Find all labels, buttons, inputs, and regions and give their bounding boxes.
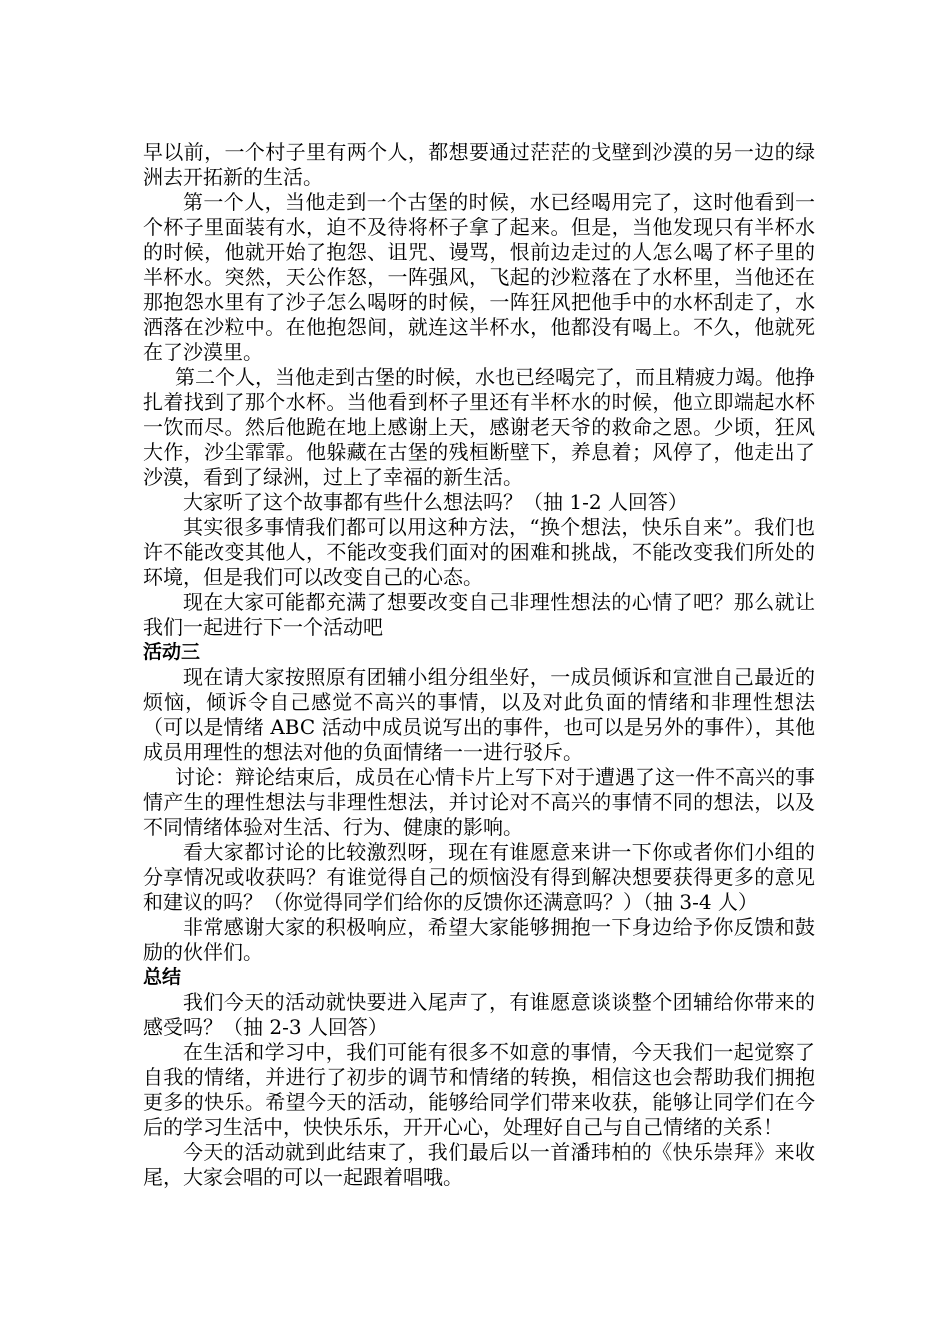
paragraph-intro: 早以前，一个村子里有两个人，都想要通过茫茫的戈壁到沙漠的另一边的绿洲去开拓新的生活。: [143, 140, 815, 189]
paragraph-next-activity: 现在大家可能都充满了想要改变自己非理性想法的心情了吧？那么就让我们一起进行下一个活动吧: [143, 590, 815, 639]
paragraph-closing: 今天的活动就到此结束了，我们最后以一首潘玮柏的《快乐崇拜》来收尾，大家会唱的可以一起跟着唱哦。: [143, 1140, 815, 1189]
paragraph-activity-instructions: 现在请大家按照原有团辅小组分组坐好，一成员倾诉和宣泄自己最近的烦恼，倾诉令自己感觉不高兴的事情，以及对此负面的情绪和非理性想法（可以是情绪 ABC 活动中成员说写出的事件，也可以是另外的事件），其他成员用理性的想法对他的负面情绪一一进行驳斥。: [143, 665, 815, 764]
section-heading-summary: 总结: [143, 966, 182, 988]
paragraph-summary-reflection: 在生活和学习中，我们可能有很多不如意的事情，今天我们一起觉察了自我的情绪，并进行了初步的调节和情绪的转换，相信这也会帮助我们拥抱更多的快乐。希望今天的活动，能够给同学们带来收获，能够让同学们在今后的学习生活中，快快乐乐，开开心心，处理好自己与自己情绪的关系！: [143, 1040, 815, 1139]
document-body: [143, 140, 815, 1190]
paragraph-second-person: 第二个人，当他走到古堡的时候，水也已经喝完了，而且精疲力竭。他挣扎着找到了那个水杯。当他看到杯子里还有半杯水的时候，他立即端起水杯一饮而尽。然后他跪在地上感谢上天，感谢老天爷的救命之恩。少顷，狂风大作，沙尘霏霏。他躲藏在古堡的残桓断壁下，养息着；风停了，他走出了沙漠，看到了绿洲，过上了幸福的新生活。: [143, 365, 815, 489]
paragraph-change-mindset: 其实很多事情我们都可以用这种方法，“换个想法，快乐自来”。我们也许不能改变其他人，不能改变我们面对的困难和挑战，不能改变我们所处的环境，但是我们可以改变自己的心态。: [143, 515, 815, 589]
section-heading-activity-three: 活动三: [143, 641, 201, 663]
paragraph-story-question: 大家听了这个故事都有些什么想法吗？（抽 1-2 人回答）: [183, 490, 688, 514]
paragraph-discussion: 讨论：辩论结束后，成员在心情卡片上写下对于遭遇了这一件不高兴的事情产生的理性想法与非理性想法，并讨论对不高兴的事情不同的想法，以及不同情绪体验对生活、行为、健康的影响。: [143, 765, 815, 839]
paragraph-first-person: 第一个人，当他走到一个古堡的时候，水已经喝用完了，这时他看到一个杯子里面装有水，迫不及待将杯子拿了起来。但是，当他发现只有半杯水的时候，他就开始了抱怨、诅咒、谩骂，恨前边走过的人怎么喝了杯子里的半杯水。突然，天公作怒，一阵强风，飞起的沙粒落在了水杯里，当他还在那抱怨水里有了沙子怎么喝呀的时候，一阵狂风把他手中的水杯刮走了，水洒落在沙粒中。在他抱怨间，就连这半杯水，他都没有喝上。不久，他就死在了沙漠里。: [143, 190, 815, 364]
paragraph-thanks: 非常感谢大家的积极响应，希望大家能够拥抱一下身边给予你反馈和鼓励的伙伴们。: [143, 915, 815, 964]
paragraph-sharing: 看大家都讨论的比较激烈呀，现在有谁愿意来讲一下你或者你们小组的分享情况或收获吗？有谁觉得自己的烦恼没有得到解决想要获得更多的意见和建议的吗？（你觉得同学们给你的反馈你还满意吗？）（抽 3-4 人）: [143, 840, 815, 914]
paragraph-summary-question: 我们今天的活动就快要进入尾声了，有谁愿意谈谈整个团辅给你带来的感受吗？（抽 2-3 人回答）: [143, 990, 815, 1039]
